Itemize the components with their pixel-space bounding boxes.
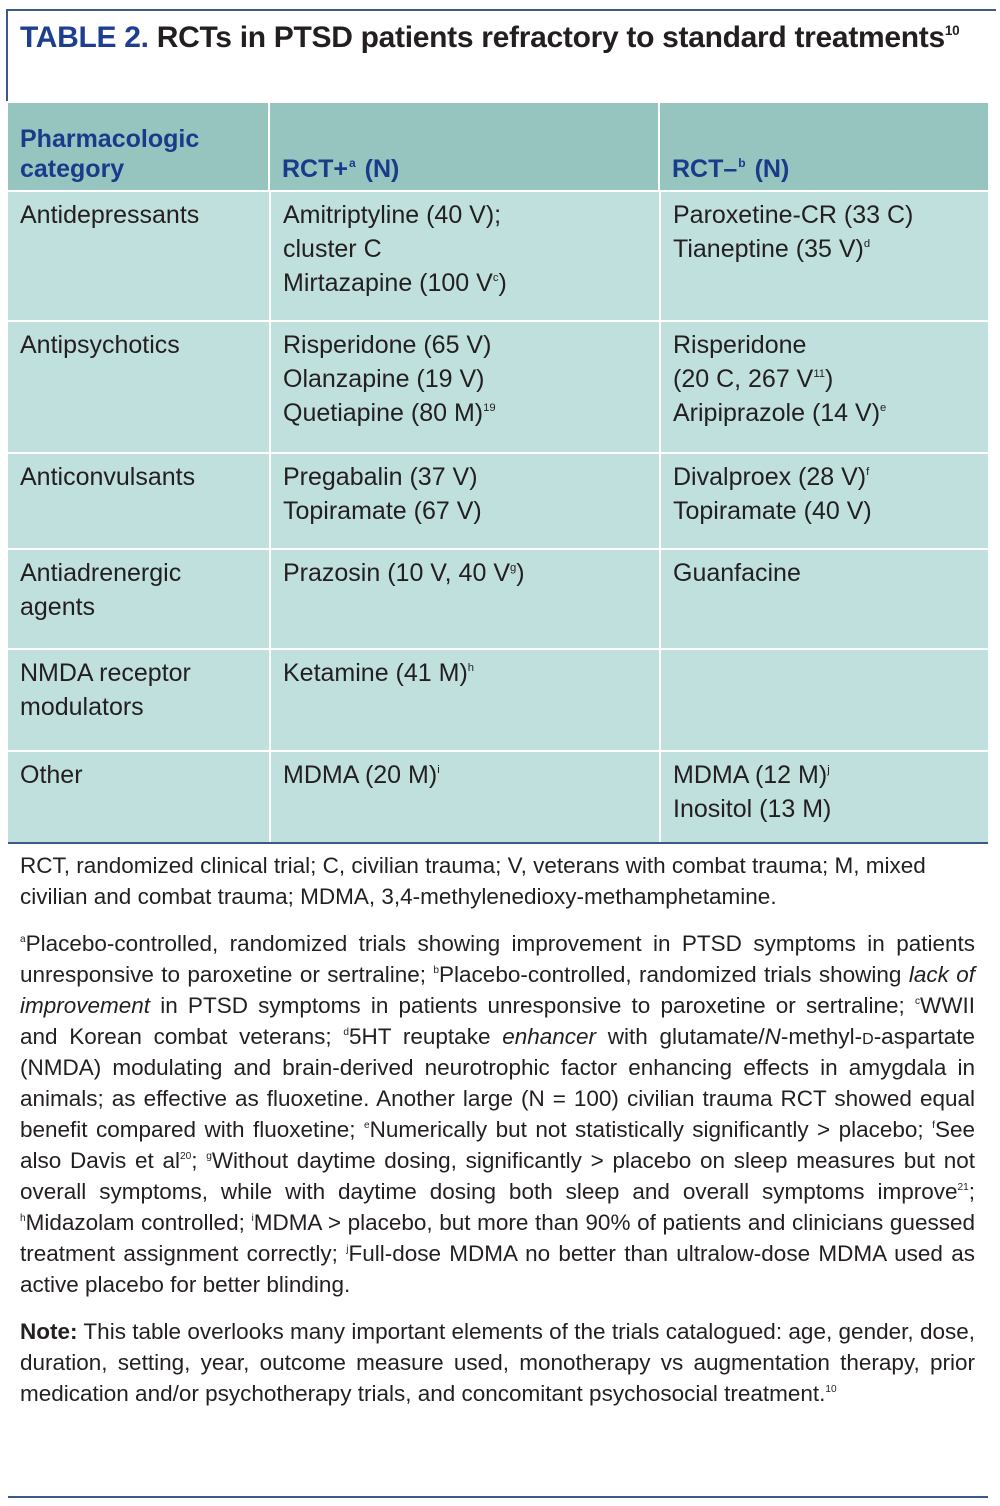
footnote-marker: j — [827, 763, 830, 776]
footnote-marker: i — [437, 763, 440, 776]
text-segment: (20 C, 267 V — [673, 365, 814, 393]
footnote-marker: g — [510, 561, 517, 574]
drug-entry — [283, 396, 647, 430]
drug-entry — [673, 556, 976, 590]
text-segment: MDMA (12 M) — [673, 761, 828, 789]
footnote-marker: 19 — [483, 401, 496, 414]
header-rct-positive-n: (N) — [357, 155, 400, 183]
footnote-marker: d — [863, 237, 871, 250]
text-segment: Risperidone (65 V) — [283, 331, 492, 359]
text-segment: ; — [191, 1148, 207, 1173]
text-segment: Paroxetine-CR (33 C) — [673, 201, 914, 229]
rct-negative-cell — [660, 453, 988, 549]
rct-positive-cell — [270, 321, 660, 453]
footnote-marker: e — [364, 1119, 370, 1131]
text-segment: Prazosin (10 V, 40 V — [283, 559, 510, 587]
footnote-marker: f — [866, 465, 870, 478]
drug-entry — [283, 232, 647, 266]
table-row — [8, 453, 988, 549]
text-segment: d — [862, 1024, 874, 1049]
footnote-marker: h — [20, 1212, 26, 1224]
footnote-marker: f — [932, 1119, 935, 1131]
text-segment: This table overlooks many important elements of the trials catalogued: age, gender, dose, duration, setting, year, outcome measure used, monotherapy vs augmentation therapy, prior medication and/or psychotherapy trials, and concomitant psychosocial treatment. — [20, 1319, 975, 1406]
rct-negative-cell — [660, 321, 988, 453]
footnotes — [20, 850, 975, 1425]
header-rct-negative-n: (N) — [747, 155, 790, 183]
text-segment: Olanzapine (19 V) — [283, 365, 485, 393]
text-segment: Numerically but not statistically significantly > placebo; — [369, 1117, 933, 1142]
drug-entry — [283, 656, 647, 690]
text-segment: Placebo-controlled, randomized trials showing improvement in PTSD symptoms in patients unresponsive to paroxetine or sertraline; — [20, 931, 975, 987]
rct-positive-cell — [270, 649, 660, 751]
rct-table — [8, 190, 988, 844]
header-rct-positive-label: RCT+ — [282, 155, 348, 183]
footnote-marker: h — [467, 661, 475, 674]
text-segment: Risperidone — [673, 331, 807, 359]
text-segment: N — [764, 1024, 781, 1049]
text-segment: Guanfacine — [673, 559, 801, 587]
rct-negative-cell — [660, 191, 988, 321]
drug-entry — [283, 758, 647, 792]
abbreviations-note — [20, 850, 975, 912]
footnote-marker: 20 — [179, 1150, 192, 1162]
footnote-marker: 21 — [957, 1181, 969, 1193]
text-segment: -aspartate (NMDA) modulating and brain-derived neurotrophic factor enhancing effects in amygdala in animals; as effective as fluoxetine. Another large (N = 100) civilian trauma RCT showed equal benefit compared with fluoxetine; — [20, 1024, 975, 1142]
table-row — [8, 549, 988, 649]
footnote-marker: 10 — [825, 1383, 837, 1395]
drug-entry — [283, 460, 647, 494]
text-segment: Without daytime dosing, significantly > placebo on sleep measures but not overall symptoms, while with daytime dosing both sleep and overall symptoms improve — [20, 1148, 975, 1204]
rct-positive-cell — [270, 453, 660, 549]
text-segment: Tianeptine (35 V) — [673, 235, 864, 263]
drug-entry — [673, 460, 976, 494]
title-left-rule — [6, 9, 8, 101]
text-segment: Topiramate (67 V) — [283, 497, 482, 525]
table-row — [8, 191, 988, 321]
text-segment: -methyl- — [780, 1024, 863, 1049]
rct-negative-cell — [660, 751, 988, 844]
note-paragraph — [20, 1316, 975, 1409]
text-segment: Mirtazapine (100 V — [283, 269, 493, 297]
text-segment: Amitriptyline (40 V); — [283, 201, 502, 229]
text-segment: cluster C — [283, 235, 382, 263]
header-category-label: Pharmacologic category — [20, 125, 200, 183]
text-segment: Quetiapine (80 M) — [283, 399, 484, 427]
drug-entry — [283, 266, 647, 300]
footnote-marker: e — [880, 401, 887, 414]
drug-entry — [673, 396, 976, 430]
rct-positive-cell — [270, 191, 660, 321]
footnotes-text — [20, 928, 975, 1300]
drug-entry — [673, 328, 976, 362]
text-segment: in PTSD symptoms in patients unresponsive to paroxetine or sertraline; — [150, 993, 915, 1018]
title-citation: 10 — [944, 22, 960, 38]
rct-positive-cell — [270, 751, 660, 844]
footnote-marker: c — [914, 995, 921, 1007]
footnote-marker: j — [346, 1243, 349, 1255]
drug-entry — [673, 232, 976, 266]
text-segment: Full-dose MDMA no better than ultralow-dose MDMA used as active placebo for better blinding. — [20, 1241, 975, 1297]
text-segment: enhancer — [502, 1024, 597, 1049]
table-row — [8, 649, 988, 751]
drug-entry — [673, 792, 976, 826]
drug-entry — [283, 362, 647, 396]
category-cell: Anticonvulsants — [8, 453, 270, 549]
text-segment: ) — [825, 365, 834, 393]
drug-entry — [283, 494, 647, 528]
drug-entry — [283, 556, 647, 590]
drug-entry — [673, 198, 976, 232]
top-rule — [6, 9, 996, 11]
footnote-marker: 11 — [813, 367, 826, 380]
text-segment: WWII and Korean combat veterans; — [20, 993, 975, 1049]
text-segment: Note: — [20, 1319, 78, 1344]
text-segment: Inositol (13 M) — [673, 795, 832, 823]
drug-entry — [283, 328, 647, 362]
text-segment: Aripiprazole (14 V) — [673, 399, 881, 427]
drug-entry — [673, 362, 976, 396]
table-label: TABLE 2. — [20, 21, 149, 54]
title-text: RCTs in PTSD patients refractory to standard treatments — [148, 21, 945, 54]
text-segment: Placebo-controlled, randomized trials showing — [439, 962, 909, 987]
text-segment: RCT, randomized clinical trial; C, civilian trauma; V, veterans with combat trauma; M, mixed civilian and combat trauma; MDMA, 3,4-methylenedioxy-methamphetamine. — [20, 853, 926, 909]
footnote-marker: i — [251, 1212, 254, 1224]
drug-entry — [283, 198, 647, 232]
text-segment: 5HT reuptake — [349, 1024, 503, 1049]
category-cell: Antidepressants — [8, 191, 270, 321]
header-rct-positive — [270, 103, 660, 190]
text-segment: See also Davis et al — [20, 1117, 975, 1173]
category-cell: NMDA receptor modulators — [8, 649, 270, 751]
text-segment: with glutamate/ — [596, 1024, 765, 1049]
header-rct-negative — [660, 103, 988, 190]
text-segment: Midazolam controlled; — [25, 1210, 252, 1235]
table-row — [8, 321, 988, 453]
rct-positive-cell — [270, 549, 660, 649]
header-rct-negative-label: RCT– — [672, 155, 738, 183]
text-segment: ) — [498, 269, 507, 297]
table-title — [20, 20, 980, 55]
text-segment: Topiramate (40 V) — [673, 497, 872, 525]
footnote-marker: c — [492, 271, 499, 284]
category-cell: Other — [8, 751, 270, 844]
footnote-marker: a — [348, 156, 356, 170]
text-segment: ; — [968, 1179, 975, 1204]
drug-entry — [673, 494, 976, 528]
end-rule — [8, 1496, 988, 1498]
category-cell: Antipsychotics — [8, 321, 270, 453]
text-segment: MDMA (20 M) — [283, 761, 438, 789]
rct-negative-cell — [660, 549, 988, 649]
footnote-marker: a — [20, 933, 26, 945]
header-category — [8, 103, 270, 190]
table-bottom-rule — [8, 842, 988, 844]
footnote-marker: g — [206, 1150, 212, 1162]
text-segment: ) — [516, 559, 525, 587]
category-cell: Antiadrenergic agents — [8, 549, 270, 649]
footnote-marker: b — [433, 964, 440, 976]
text-segment: Pregabalin (37 V) — [283, 463, 478, 491]
header-row — [8, 103, 988, 190]
text-segment: Divalproex (28 V) — [673, 463, 867, 491]
text-segment: Ketamine (41 M) — [283, 659, 468, 687]
footnote-marker: d — [343, 1026, 350, 1038]
table-row — [8, 751, 988, 844]
footnote-marker: b — [738, 156, 746, 170]
text-segment: lack of improvement — [20, 962, 975, 1018]
rct-negative-cell — [660, 649, 988, 751]
text-segment: MDMA > placebo, but more than 90% of patients and clinicians guessed treatment assignment correctly; — [20, 1210, 975, 1266]
drug-entry — [673, 758, 976, 792]
